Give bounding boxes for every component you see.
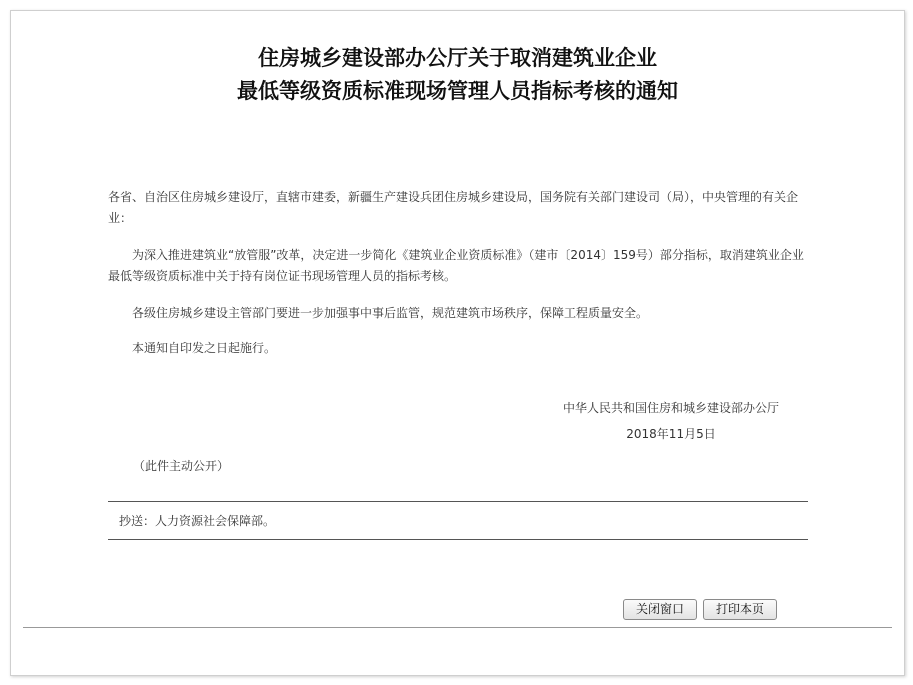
footer-divider — [23, 627, 892, 628]
signature-date: 2018年11月5日 — [626, 427, 716, 441]
document-title — [11, 42, 904, 108]
title-line-2: 最低等级资质标准现场管理人员指标考核的通知 — [237, 79, 678, 103]
cc-line: 抄送：人力资源社会保障部。 — [119, 514, 276, 528]
close-window-button[interactable]: 关闭窗口 — [623, 599, 697, 620]
body-paragraph-3: 本通知自印发之日起施行。 — [132, 341, 277, 355]
cc-divider-top — [108, 501, 808, 502]
body-paragraph-2: 各级住房城乡建设主管部门要进一步加强事中事后监管，规范建筑市场秩序，保障工程质量安全。 — [132, 306, 649, 320]
addressee-paragraph: 各省、自治区住房城乡建设厅，直辖市建委，新疆生产建设兵团住房城乡建设局，国务院有关部门建设司（局），中央管理的有关企业： — [108, 190, 799, 225]
title-line-1: 住房城乡建设部办公厅关于取消建筑业企业 — [258, 46, 657, 70]
body-paragraph-1: 为深入推进建筑业“放管服”改革，决定进一步简化《建筑业企业资质标准》（建市〔2014〕159号）部分指标，取消建筑业企业最低等级资质标准中关于持有岗位证书现场管理人员的指标考核。 — [108, 248, 804, 283]
print-page-button[interactable]: 打印本页 — [703, 599, 777, 620]
document-page — [10, 10, 905, 676]
public-disclosure-note: （此件主动公开） — [133, 459, 230, 473]
cc-divider-bottom — [108, 539, 808, 540]
signature-organization: 中华人民共和国住房和城乡建设部办公厅 — [562, 401, 779, 415]
